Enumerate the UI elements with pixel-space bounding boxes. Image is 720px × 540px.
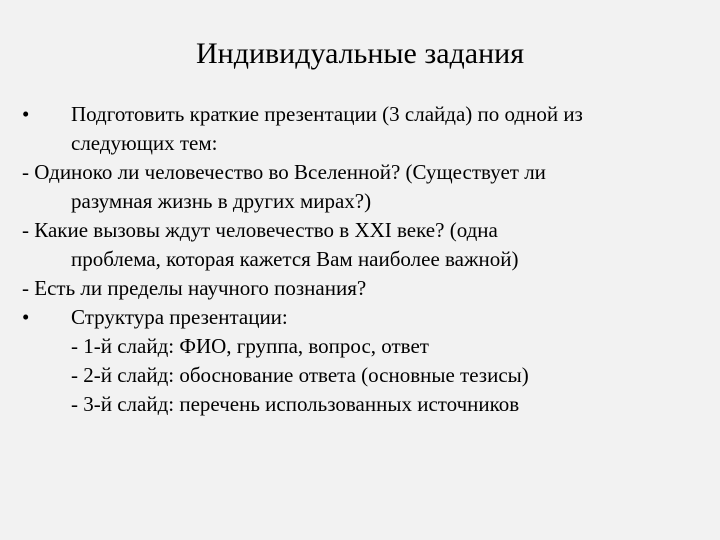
bullet-text: Структура презентации: — [71, 305, 288, 329]
bullet-marker: • — [22, 305, 30, 329]
bullet-line — [22, 100, 702, 129]
dash-line — [22, 274, 702, 303]
continuation-line — [22, 245, 702, 274]
continuation-text: разумная жизнь в других мирах?) — [71, 189, 372, 213]
dash-text: - Есть ли пределы научного познания? — [22, 276, 367, 300]
continuation-text: проблема, которая кажется Вам наиболее важной) — [71, 247, 519, 271]
sub-item-text: - 2-й слайд: обоснование ответа (основные тезисы) — [71, 363, 529, 387]
sub-item-line — [22, 390, 702, 419]
bullet-line — [22, 303, 702, 332]
bullet-marker: • — [22, 102, 30, 126]
sub-item-text: - 3-й слайд: перечень использованных источников — [71, 392, 520, 416]
continuation-line — [22, 129, 702, 158]
slide-body — [22, 100, 702, 419]
dash-text: - Одиноко ли человечество во Вселенной? (Существует ли — [22, 160, 546, 184]
dash-line — [22, 216, 702, 245]
dash-line — [22, 158, 702, 187]
bullet-text: Подготовить краткие презентации (3 слайда) по одной из — [71, 102, 583, 126]
sub-item-line — [22, 361, 702, 390]
sub-item-line — [22, 332, 702, 361]
continuation-text: следующих тем: — [71, 131, 218, 155]
sub-item-text: - 1-й слайд: ФИО, группа, вопрос, ответ — [71, 334, 429, 358]
slide-title: Индивидуальные задания — [195, 37, 525, 70]
dash-text: - Какие вызовы ждут человечество в XXI веке? (одна — [22, 218, 498, 242]
continuation-line — [22, 187, 702, 216]
